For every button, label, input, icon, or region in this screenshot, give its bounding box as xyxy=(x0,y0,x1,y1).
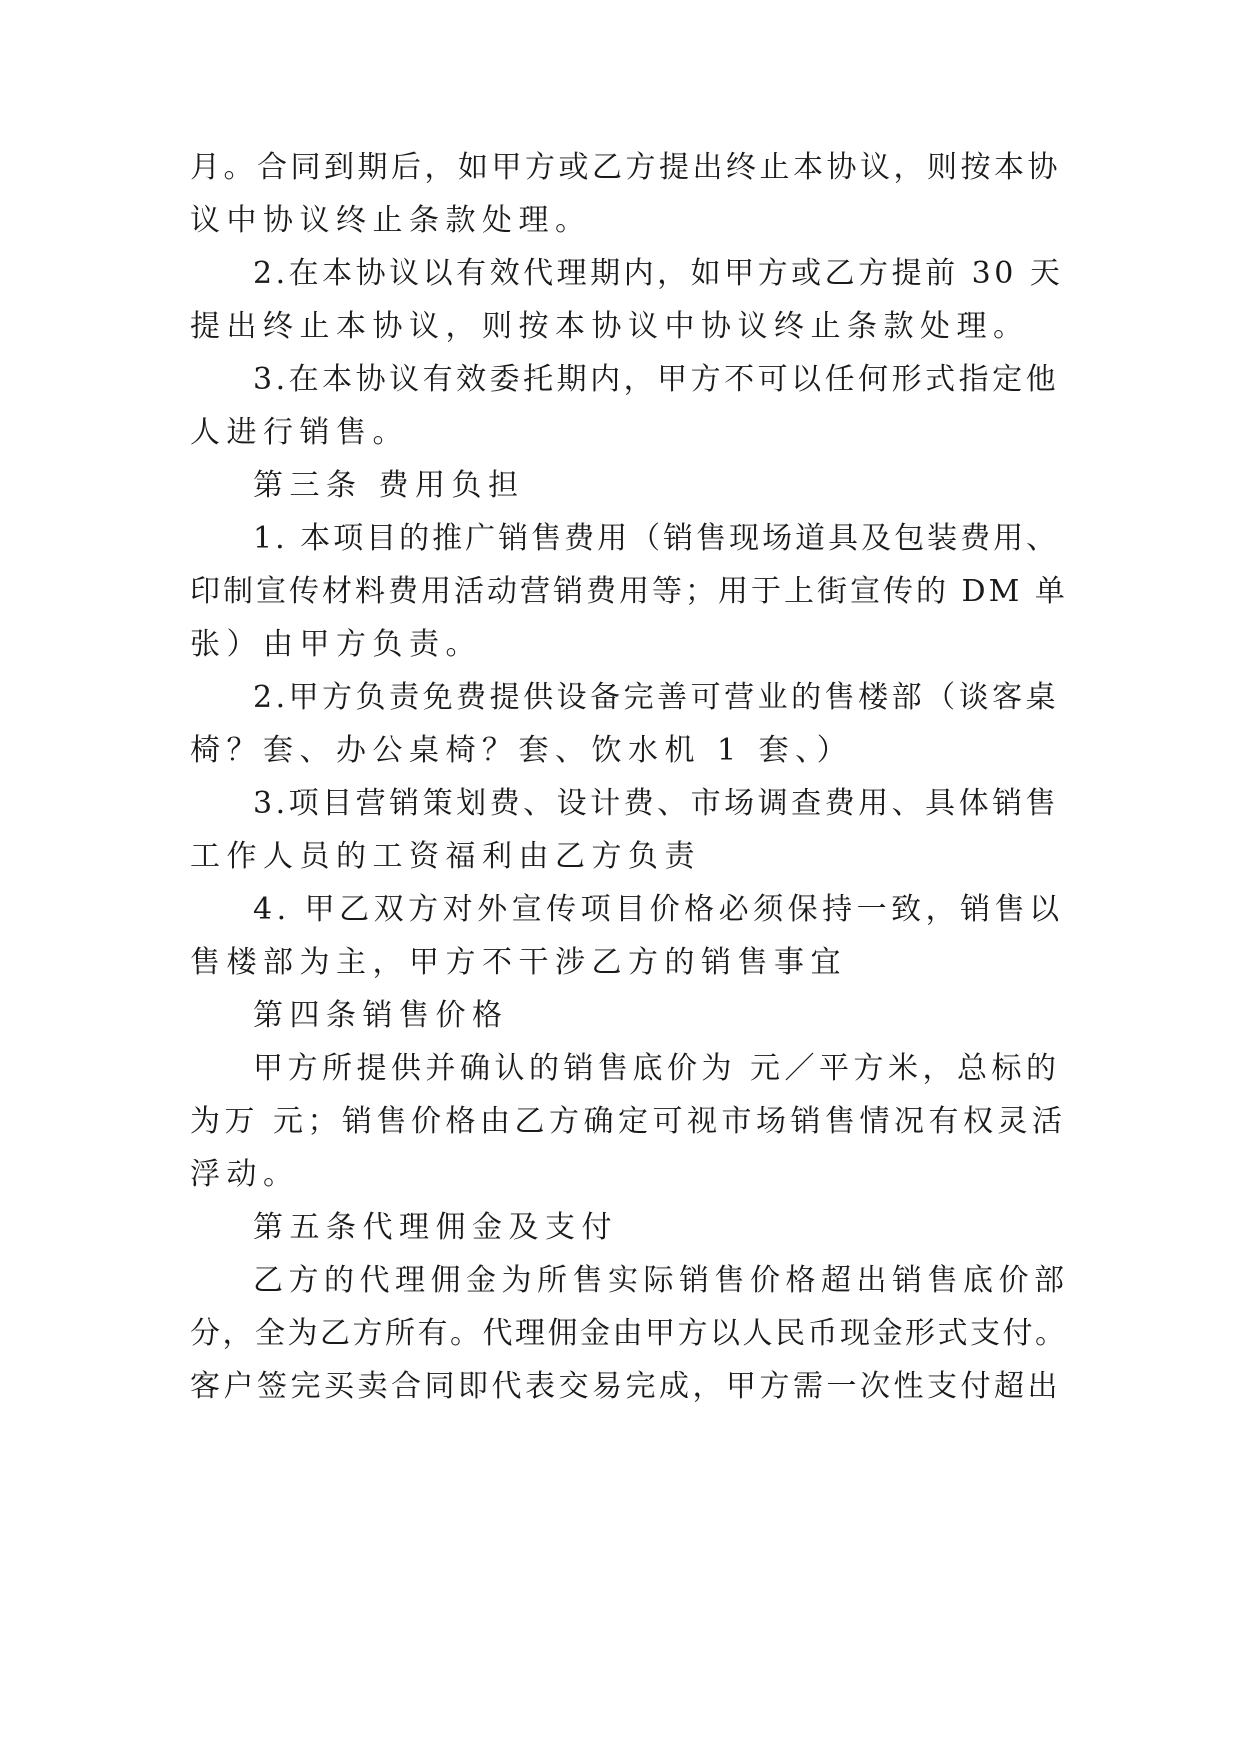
section-heading: 第四条销售价格 xyxy=(253,998,509,1033)
text-line: 张）由甲方负责。 xyxy=(190,627,482,662)
text-line: 4. 甲乙双方对外宣传项目价格必须保持一致，销售以 xyxy=(253,892,1064,927)
text-line: 议中协议终止条款处理。 xyxy=(190,203,592,238)
text-line: 人进行销售。 xyxy=(190,415,409,450)
text-line: 分，全为乙方所有。代理佣金由甲方以人民币现金形式支付。 xyxy=(190,1316,1068,1351)
text-line: 1. 本项目的推广销售费用（销售现场道具及包装费用、 xyxy=(253,521,1060,556)
text-line: 乙方的代理佣金为所售实际销售价格超出销售底价部 xyxy=(253,1263,1070,1298)
text-line: 为万 元；销售价格由乙方确定可视市场销售情况有权灵活 xyxy=(190,1104,1067,1139)
text-line: 印制宣传材料费用活动营销费用等；用于上街宣传的 DM 单 xyxy=(190,574,1068,609)
text-line: 售楼部为主，甲方不干涉乙方的销售事宜 xyxy=(190,945,847,980)
text-line: 3.项目营销策划费、设计费、市场调查费用、具体销售 xyxy=(253,786,1060,821)
text-line: 2.在本协议以有效代理期内，如甲方或乙方提前 30 天 xyxy=(253,256,1064,291)
text-line: 椅？套、办公桌椅？套、饮水机 1 套、） xyxy=(190,733,854,768)
text-line: 工作人员的工资福利由乙方负责 xyxy=(190,839,701,874)
text-line: 客户签完买卖合同即代表交易完成，甲方需一次性支付超出 xyxy=(190,1369,1061,1404)
text-line: 2.甲方负责免费提供设备完善可营业的售楼部（谈客桌 xyxy=(253,680,1060,715)
section-heading: 第三条 费用负担 xyxy=(253,468,525,503)
text-line: 提出终止本协议，则按本协议中协议终止条款处理。 xyxy=(190,309,1030,344)
section-heading: 第五条代理佣金及支付 xyxy=(253,1210,618,1245)
text-line: 月。合同到期后，如甲方或乙方提出终止本协议，则按本协 xyxy=(190,150,1061,185)
text-line: 浮动。 xyxy=(190,1157,300,1192)
text-line: 甲方所提供并确认的销售底价为 元／平方米，总标的 xyxy=(253,1051,1061,1086)
text-line: 3.在本协议有效委托期内，甲方不可以任何形式指定他 xyxy=(253,362,1060,397)
